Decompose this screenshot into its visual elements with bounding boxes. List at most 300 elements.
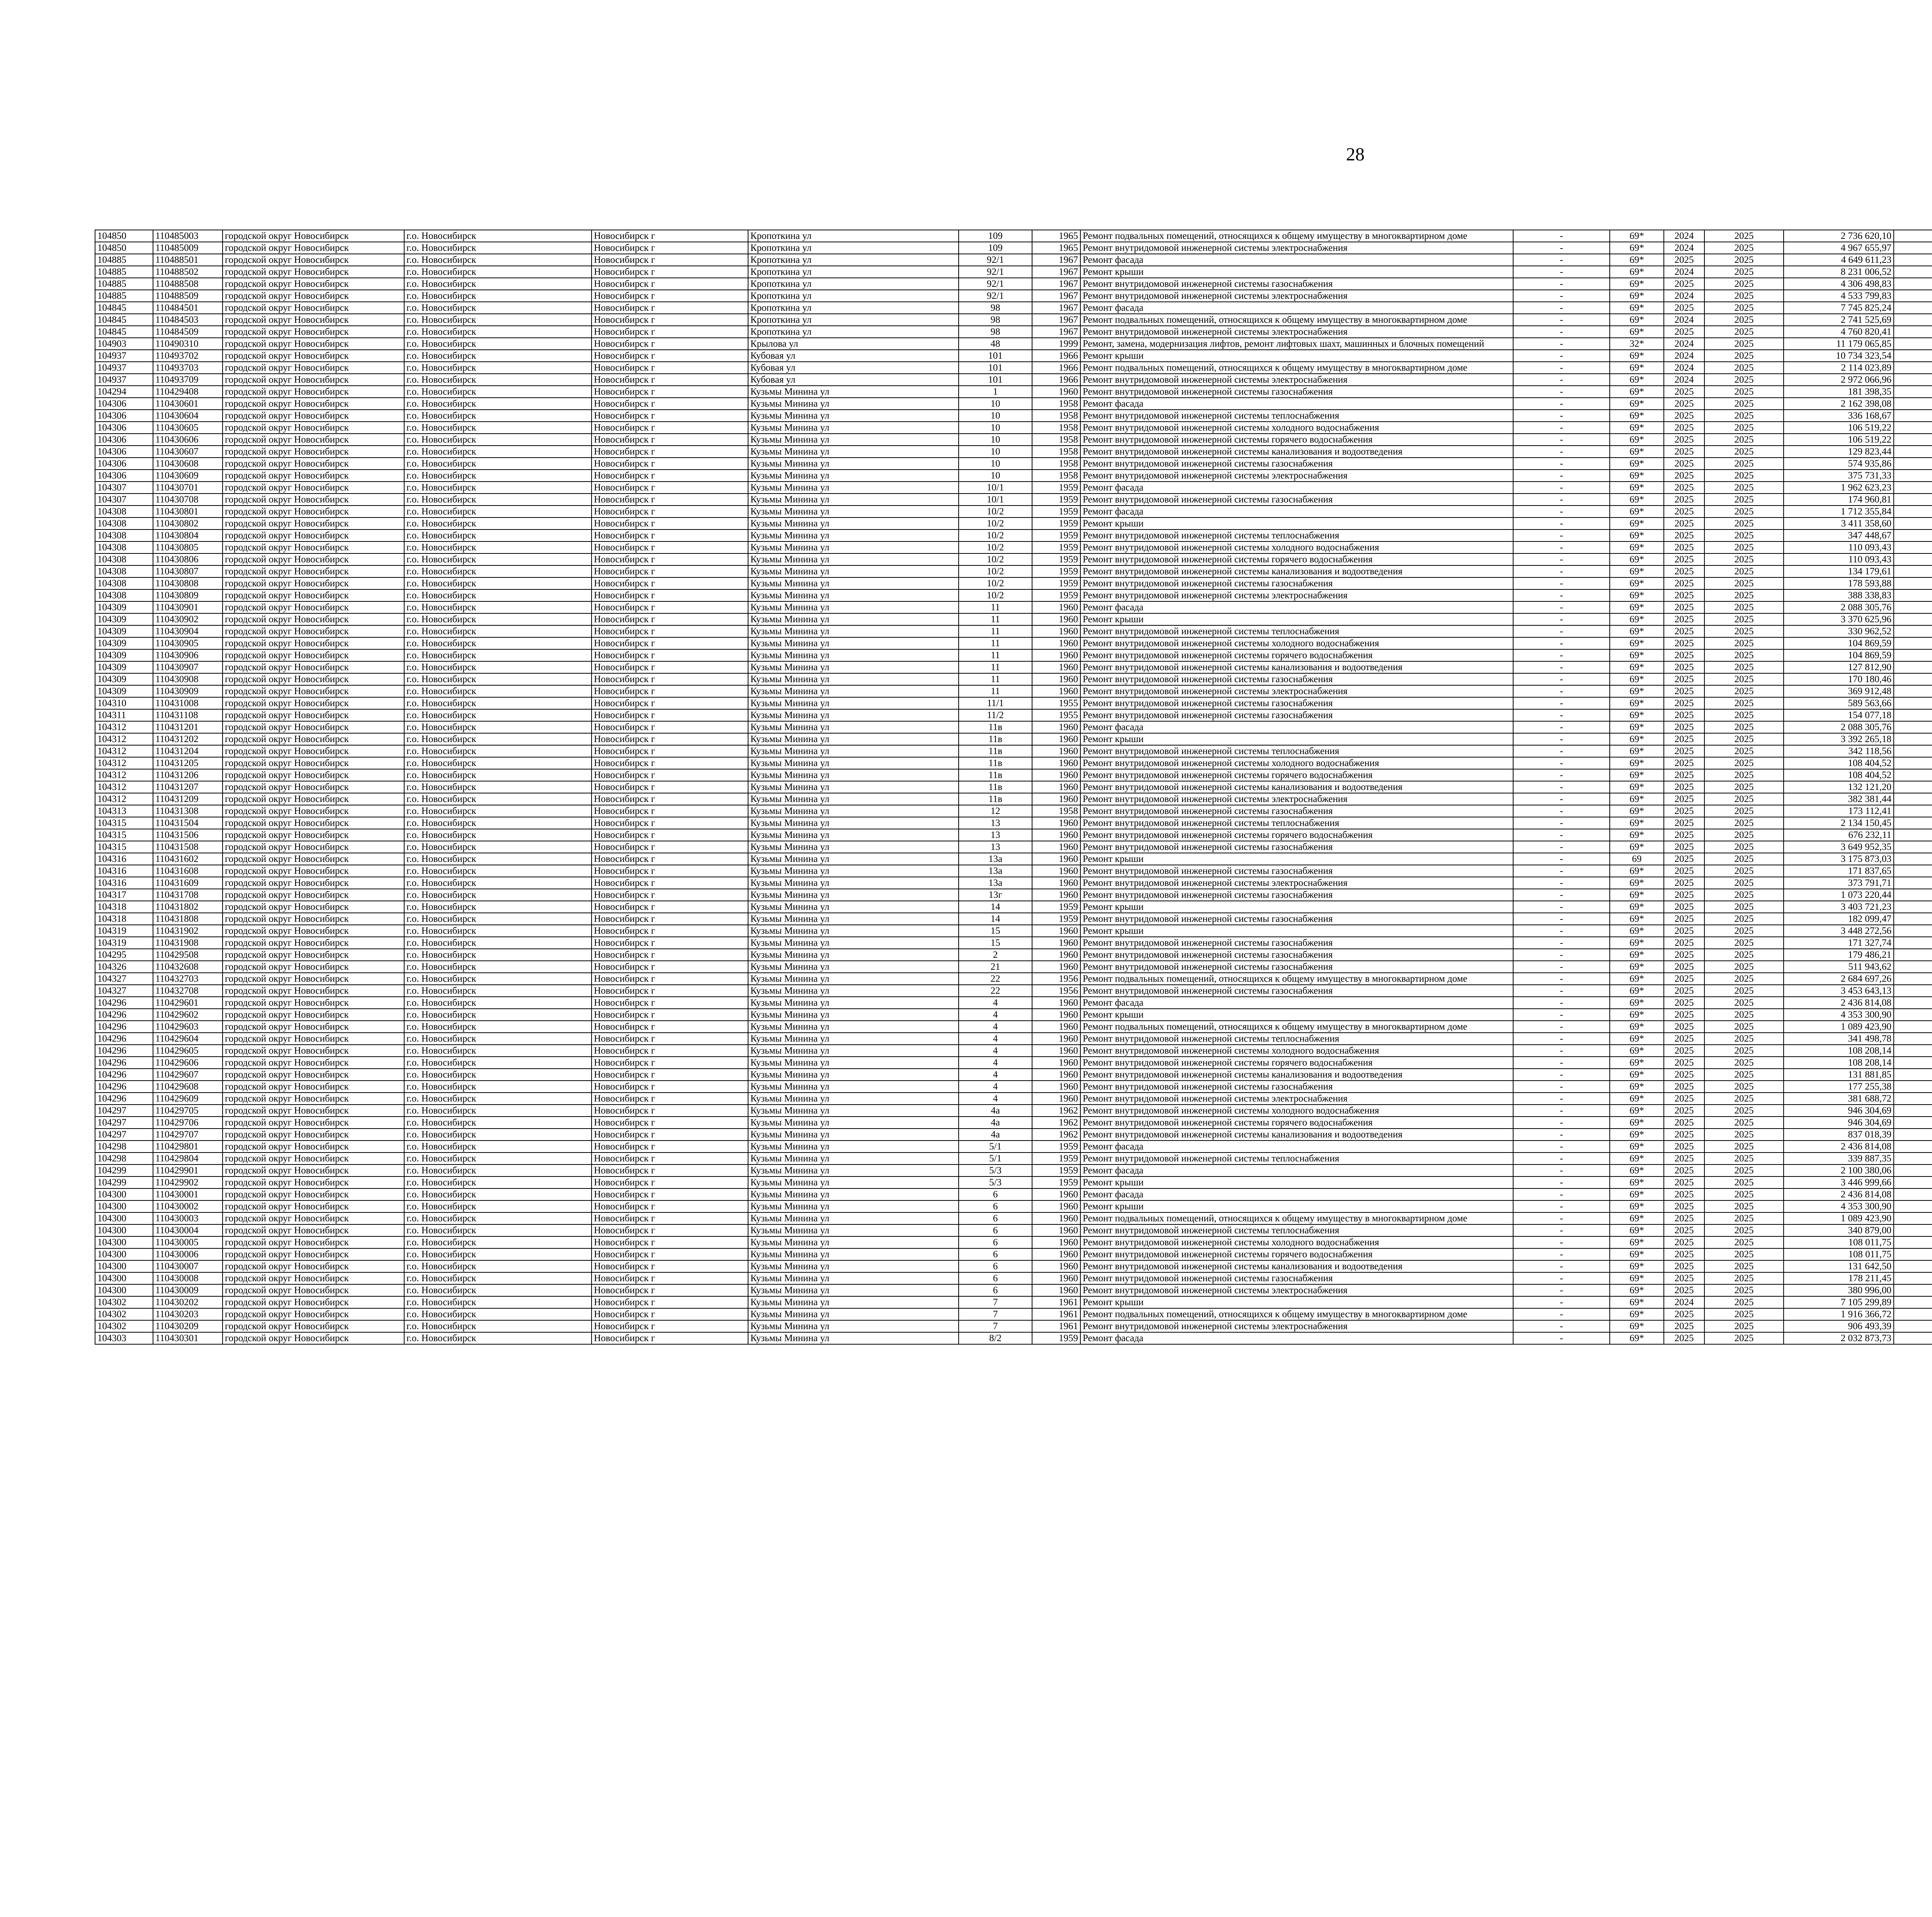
- cell-plan-year-start: 2025: [1664, 793, 1704, 805]
- cell-municipal-district: городской округ Новосибирск: [223, 757, 404, 769]
- cell-plan-year-start: 2025: [1664, 1129, 1704, 1141]
- cell-settlement: г.о. Новосибирск: [404, 565, 592, 577]
- table-row: [95, 1320, 1932, 1332]
- cell-build-year: 1967: [1032, 254, 1080, 266]
- cell-locality: Новосибирск г: [592, 589, 748, 601]
- cell-house-id: 104317: [95, 889, 153, 901]
- cell-work-type: Ремонт, замена, модернизация лифтов, ремонт лифтовых шахт, машинных и блочных помещений: [1080, 338, 1513, 350]
- cell-program-code: 69*: [1610, 601, 1664, 613]
- cell-house-number: 5/1: [959, 1153, 1032, 1165]
- table-row: [95, 829, 1932, 841]
- cell-program-code: 69*: [1610, 925, 1664, 937]
- cell-total-cost: 946 304,69: [1784, 1105, 1894, 1117]
- cell-plan-year-end: 2025: [1704, 1153, 1784, 1165]
- cell-program-code: 69*: [1610, 494, 1664, 506]
- cell-build-year: 1958: [1032, 470, 1080, 482]
- cell-work-id: 110484509: [153, 326, 223, 338]
- cell-house-id: 104308: [95, 518, 153, 529]
- cell-settlement: г.о. Новосибирск: [404, 817, 592, 829]
- cell-plan-year-start: 2025: [1664, 1141, 1704, 1153]
- cell-work-id: 110430804: [153, 529, 223, 541]
- cell-plan-year-end: 2025: [1704, 326, 1784, 338]
- cell-cost-fund: [1894, 482, 1932, 494]
- cell-locality: Новосибирск г: [592, 541, 748, 553]
- cell-locality: Новосибирск г: [592, 1308, 748, 1320]
- cell-col-dash: -: [1513, 841, 1610, 853]
- cell-house-id: 104302: [95, 1320, 153, 1332]
- cell-build-year: 1958: [1032, 434, 1080, 446]
- cell-col-dash: -: [1513, 865, 1610, 877]
- cell-plan-year-end: 2025: [1704, 230, 1784, 242]
- cell-settlement: г.о. Новосибирск: [404, 793, 592, 805]
- cell-work-type: Ремонт внутридомовой инженерной системы горячего водоснабжения: [1080, 1117, 1513, 1129]
- cell-work-id: 110431506: [153, 829, 223, 841]
- cell-municipal-district: городской округ Новосибирск: [223, 997, 404, 1009]
- cell-settlement: г.о. Новосибирск: [404, 518, 592, 529]
- cell-cost-fund: [1894, 805, 1932, 817]
- cell-work-type: Ремонт внутридомовой инженерной системы газоснабжения: [1080, 278, 1513, 290]
- cell-municipal-district: городской округ Новосибирск: [223, 1284, 404, 1296]
- cell-plan-year-end: 2025: [1704, 1332, 1784, 1344]
- cell-work-type: Ремонт внутридомовой инженерной системы теплоснабжения: [1080, 1033, 1513, 1045]
- cell-locality: Новосибирск г: [592, 733, 748, 745]
- cell-work-id: 110431201: [153, 721, 223, 733]
- cell-total-cost: 906 493,39: [1784, 1320, 1894, 1332]
- cell-cost-fund: [1894, 937, 1932, 949]
- cell-locality: Новосибирск г: [592, 386, 748, 398]
- cell-settlement: г.о. Новосибирск: [404, 901, 592, 913]
- cell-cost-fund: [1894, 889, 1932, 901]
- cell-settlement: г.о. Новосибирск: [404, 314, 592, 326]
- cell-build-year: 1960: [1032, 949, 1080, 961]
- cell-street: Кузьмы Минина ул: [748, 1021, 959, 1033]
- table-row: [95, 314, 1932, 326]
- cell-house-id: 104308: [95, 553, 153, 565]
- cell-total-cost: 4 649 611,23: [1784, 254, 1894, 266]
- cell-build-year: 1959: [1032, 901, 1080, 913]
- cell-plan-year-start: 2025: [1664, 769, 1704, 781]
- cell-build-year: 1959: [1032, 553, 1080, 565]
- cell-municipal-district: городской округ Новосибирск: [223, 470, 404, 482]
- cell-street: Кропоткина ул: [748, 326, 959, 338]
- cell-total-cost: 108 011,75: [1784, 1248, 1894, 1260]
- cell-col-dash: -: [1513, 1105, 1610, 1117]
- cell-total-cost: 382 381,44: [1784, 793, 1894, 805]
- cell-locality: Новосибирск г: [592, 853, 748, 865]
- cell-house-id: 104310: [95, 697, 153, 709]
- cell-plan-year-start: 2025: [1664, 1057, 1704, 1069]
- cell-municipal-district: городской округ Новосибирск: [223, 1308, 404, 1320]
- cell-plan-year-start: 2025: [1664, 925, 1704, 937]
- cell-work-type: Ремонт подвальных помещений, относящихся к общему имуществу в многоквартирном доме: [1080, 1308, 1513, 1320]
- cell-work-id: 110430004: [153, 1224, 223, 1236]
- cell-total-cost: 171 327,74: [1784, 937, 1894, 949]
- cell-work-id: 110430809: [153, 589, 223, 601]
- cell-house-id: 104309: [95, 613, 153, 625]
- cell-street: Кузьмы Минина ул: [748, 721, 959, 733]
- cell-locality: Новосибирск г: [592, 1236, 748, 1248]
- cell-locality: Новосибирск г: [592, 1141, 748, 1153]
- cell-house-number: 4: [959, 1045, 1032, 1057]
- cell-work-type: Ремонт внутридомовой инженерной системы газоснабжения: [1080, 697, 1513, 709]
- cell-work-id: 110485009: [153, 242, 223, 254]
- cell-build-year: 1958: [1032, 805, 1080, 817]
- cell-street: Кузьмы Минина ул: [748, 961, 959, 973]
- cell-build-year: 1960: [1032, 649, 1080, 661]
- cell-build-year: 1958: [1032, 398, 1080, 410]
- cell-house-number: 13г: [959, 889, 1032, 901]
- cell-plan-year-start: 2025: [1664, 302, 1704, 314]
- cell-work-id: 110430905: [153, 637, 223, 649]
- cell-street: Кузьмы Минина ул: [748, 1045, 959, 1057]
- cell-program-code: 69*: [1610, 733, 1664, 745]
- cell-house-number: 10/2: [959, 506, 1032, 518]
- cell-settlement: г.о. Новосибирск: [404, 1009, 592, 1021]
- cell-program-code: 69*: [1610, 506, 1664, 518]
- cell-street: Кузьмы Минина ул: [748, 853, 959, 865]
- cell-program-code: 69*: [1610, 1212, 1664, 1224]
- cell-cost-fund: [1894, 1021, 1932, 1033]
- cell-street: Кузьмы Минина ул: [748, 817, 959, 829]
- table-row: [95, 1033, 1932, 1045]
- table-row: [95, 1165, 1932, 1176]
- cell-house-number: 6: [959, 1260, 1032, 1272]
- cell-house-id: 104845: [95, 314, 153, 326]
- cell-total-cost: 178 211,45: [1784, 1272, 1894, 1284]
- cell-plan-year-start: 2025: [1664, 278, 1704, 290]
- cell-build-year: 1960: [1032, 613, 1080, 625]
- cell-municipal-district: городской округ Новосибирск: [223, 506, 404, 518]
- cell-settlement: г.о. Новосибирск: [404, 1081, 592, 1093]
- cell-work-id: 110429606: [153, 1057, 223, 1069]
- cell-work-type: Ремонт подвальных помещений, относящихся к общему имуществу в многоквартирном доме: [1080, 973, 1513, 985]
- cell-build-year: 1956: [1032, 973, 1080, 985]
- cell-cost-fund: [1894, 1081, 1932, 1093]
- cell-build-year: 1960: [1032, 937, 1080, 949]
- cell-work-type: Ремонт фасада: [1080, 1332, 1513, 1344]
- cell-program-code: 69*: [1610, 577, 1664, 589]
- cell-municipal-district: городской округ Новосибирск: [223, 1236, 404, 1248]
- cell-house-id: 104318: [95, 913, 153, 925]
- cell-work-id: 110430008: [153, 1272, 223, 1284]
- cell-plan-year-start: 2025: [1664, 1021, 1704, 1033]
- cell-locality: Новосибирск г: [592, 1248, 748, 1260]
- cell-total-cost: 104 869,59: [1784, 649, 1894, 661]
- cell-work-id: 110430801: [153, 506, 223, 518]
- cell-municipal-district: городской округ Новосибирск: [223, 1057, 404, 1069]
- cell-plan-year-end: 2025: [1704, 709, 1784, 721]
- cell-cost-fund: [1894, 242, 1932, 254]
- cell-work-type: Ремонт внутридомовой инженерной системы электроснабжения: [1080, 1093, 1513, 1105]
- cell-settlement: г.о. Новосибирск: [404, 601, 592, 613]
- cell-house-id: 104296: [95, 1057, 153, 1069]
- cell-col-dash: -: [1513, 1176, 1610, 1188]
- cell-house-id: 104316: [95, 853, 153, 865]
- cell-work-id: 110429707: [153, 1129, 223, 1141]
- table-row: [95, 1236, 1932, 1248]
- cell-program-code: 69*: [1610, 805, 1664, 817]
- cell-house-number: 7: [959, 1308, 1032, 1320]
- cell-col-dash: -: [1513, 541, 1610, 553]
- cell-work-id: 110431108: [153, 709, 223, 721]
- cell-program-code: 69*: [1610, 913, 1664, 925]
- cell-cost-fund: [1894, 350, 1932, 362]
- cell-build-year: 1955: [1032, 697, 1080, 709]
- cell-municipal-district: городской округ Новосибирск: [223, 589, 404, 601]
- cell-cost-fund: [1894, 398, 1932, 410]
- cell-plan-year-start: 2025: [1664, 781, 1704, 793]
- cell-plan-year-start: 2025: [1664, 565, 1704, 577]
- cell-house-number: 15: [959, 925, 1032, 937]
- cell-col-dash: -: [1513, 362, 1610, 374]
- cell-settlement: г.о. Новосибирск: [404, 1272, 592, 1284]
- cell-house-id: 104312: [95, 721, 153, 733]
- table-row: [95, 1176, 1932, 1188]
- cell-municipal-district: городской округ Новосибирск: [223, 350, 404, 362]
- cell-house-id: 104315: [95, 829, 153, 841]
- cell-col-dash: -: [1513, 1320, 1610, 1332]
- table-row: [95, 781, 1932, 793]
- cell-plan-year-start: 2025: [1664, 326, 1704, 338]
- cell-program-code: 69*: [1610, 1045, 1664, 1057]
- cell-municipal-district: городской округ Новосибирск: [223, 1212, 404, 1224]
- cell-cost-fund: [1894, 1272, 1932, 1284]
- cell-locality: Новосибирск г: [592, 1272, 748, 1284]
- cell-settlement: г.о. Новосибирск: [404, 841, 592, 853]
- cell-work-id: 110431808: [153, 913, 223, 925]
- cell-build-year: 1960: [1032, 1057, 1080, 1069]
- table-row: [95, 709, 1932, 721]
- cell-work-id: 110431608: [153, 865, 223, 877]
- cell-house-id: 104307: [95, 482, 153, 494]
- cell-house-number: 10: [959, 422, 1032, 434]
- cell-work-id: 110430806: [153, 553, 223, 565]
- cell-street: Кузьмы Минина ул: [748, 913, 959, 925]
- cell-work-id: 110430906: [153, 649, 223, 661]
- cell-settlement: г.о. Новосибирск: [404, 1045, 592, 1057]
- cell-total-cost: 4 353 300,90: [1784, 1009, 1894, 1021]
- cell-total-cost: 181 398,35: [1784, 386, 1894, 398]
- table-row: [95, 350, 1932, 362]
- cell-build-year: 1960: [1032, 1009, 1080, 1021]
- cell-settlement: г.о. Новосибирск: [404, 661, 592, 673]
- table-row: [95, 446, 1932, 458]
- cell-street: Кузьмы Минина ул: [748, 529, 959, 541]
- cell-work-id: 110429607: [153, 1069, 223, 1081]
- cell-total-cost: 2 134 150,45: [1784, 817, 1894, 829]
- cell-program-code: 69*: [1610, 877, 1664, 889]
- cell-house-number: 10/1: [959, 494, 1032, 506]
- cell-work-type: Ремонт крыши: [1080, 518, 1513, 529]
- cell-work-id: 110488509: [153, 290, 223, 302]
- cell-cost-fund: [1894, 1188, 1932, 1200]
- cell-municipal-district: городской округ Новосибирск: [223, 1224, 404, 1236]
- cell-total-cost: 4 967 655,97: [1784, 242, 1894, 254]
- cell-plan-year-start: 2025: [1664, 518, 1704, 529]
- cell-work-type: Ремонт внутридомовой инженерной системы холодного водоснабжения: [1080, 422, 1513, 434]
- cell-house-id: 104299: [95, 1165, 153, 1176]
- cell-work-id: 110430805: [153, 541, 223, 553]
- cell-locality: Новосибирск г: [592, 314, 748, 326]
- cell-work-id: 110493709: [153, 374, 223, 386]
- cell-plan-year-end: 2025: [1704, 254, 1784, 266]
- cell-plan-year-start: 2025: [1664, 805, 1704, 817]
- cell-build-year: 1958: [1032, 458, 1080, 470]
- cell-house-number: 6: [959, 1188, 1032, 1200]
- cell-plan-year-end: 2025: [1704, 1308, 1784, 1320]
- cell-street: Кузьмы Минина ул: [748, 1165, 959, 1176]
- cell-house-number: 8/2: [959, 1332, 1032, 1344]
- cell-program-code: 69*: [1610, 985, 1664, 997]
- table-row: [95, 769, 1932, 781]
- cell-program-code: 69*: [1610, 278, 1664, 290]
- cell-cost-fund: [1894, 1153, 1932, 1165]
- cell-plan-year-end: 2025: [1704, 577, 1784, 589]
- cell-work-type: Ремонт внутридомовой инженерной системы газоснабжения: [1080, 949, 1513, 961]
- cell-plan-year-end: 2025: [1704, 1045, 1784, 1057]
- cell-cost-fund: [1894, 326, 1932, 338]
- cell-municipal-district: городской округ Новосибирск: [223, 613, 404, 625]
- cell-program-code: 69*: [1610, 613, 1664, 625]
- cell-house-number: 4: [959, 1009, 1032, 1021]
- cell-work-type: Ремонт внутридомовой инженерной системы электроснабжения: [1080, 589, 1513, 601]
- cell-plan-year-start: 2025: [1664, 613, 1704, 625]
- cell-cost-fund: [1894, 853, 1932, 865]
- table-row: [95, 398, 1932, 410]
- cell-plan-year-start: 2025: [1664, 1045, 1704, 1057]
- cell-program-code: 32*: [1610, 338, 1664, 350]
- cell-work-type: Ремонт внутридомовой инженерной системы электроснабжения: [1080, 470, 1513, 482]
- cell-locality: Новосибирск г: [592, 565, 748, 577]
- cell-cost-fund: [1894, 338, 1932, 350]
- cell-plan-year-end: 2025: [1704, 1117, 1784, 1129]
- cell-house-id: 104300: [95, 1284, 153, 1296]
- cell-program-code: 69*: [1610, 565, 1664, 577]
- cell-plan-year-end: 2025: [1704, 386, 1784, 398]
- cell-total-cost: 108 208,14: [1784, 1057, 1894, 1069]
- cell-program-code: 69*: [1610, 386, 1664, 398]
- cell-work-id: 110429602: [153, 1009, 223, 1021]
- cell-total-cost: 170 180,46: [1784, 673, 1894, 685]
- cell-house-id: 104311: [95, 709, 153, 721]
- cell-house-number: 22: [959, 985, 1032, 997]
- cell-plan-year-end: 2025: [1704, 1284, 1784, 1296]
- cell-settlement: г.о. Новосибирск: [404, 637, 592, 649]
- cell-house-id: 104296: [95, 1033, 153, 1045]
- cell-build-year: 1960: [1032, 769, 1080, 781]
- cell-house-id: 104850: [95, 230, 153, 242]
- cell-program-code: 69*: [1610, 949, 1664, 961]
- cell-cost-fund: [1894, 458, 1932, 470]
- cell-house-number: 10/2: [959, 553, 1032, 565]
- cell-work-type: Ремонт внутридомовой инженерной системы электроснабжения: [1080, 242, 1513, 254]
- cell-municipal-district: городской округ Новосибирск: [223, 1045, 404, 1057]
- cell-cost-fund: [1894, 529, 1932, 541]
- cell-total-cost: 108 011,75: [1784, 1236, 1894, 1248]
- cell-program-code: 69*: [1610, 374, 1664, 386]
- cell-plan-year-start: 2025: [1664, 1260, 1704, 1272]
- cell-locality: Новосибирск г: [592, 745, 748, 757]
- table-row: [95, 362, 1932, 374]
- cell-build-year: 1959: [1032, 1141, 1080, 1153]
- cell-locality: Новосибирск г: [592, 1105, 748, 1117]
- cell-work-id: 110488501: [153, 254, 223, 266]
- cell-work-id: 110429706: [153, 1117, 223, 1129]
- cell-build-year: 1959: [1032, 565, 1080, 577]
- cell-work-id: 110430608: [153, 458, 223, 470]
- cell-build-year: 1960: [1032, 733, 1080, 745]
- cell-house-id: 104885: [95, 278, 153, 290]
- cell-build-year: 1956: [1032, 985, 1080, 997]
- cell-work-id: 110430609: [153, 470, 223, 482]
- cell-municipal-district: городской округ Новосибирск: [223, 1248, 404, 1260]
- cell-plan-year-start: 2025: [1664, 901, 1704, 913]
- cell-municipal-district: городской округ Новосибирск: [223, 1129, 404, 1141]
- cell-plan-year-start: 2025: [1664, 697, 1704, 709]
- cell-house-number: 4: [959, 1033, 1032, 1045]
- cell-plan-year-end: 2025: [1704, 1057, 1784, 1069]
- cell-total-cost: 108 208,14: [1784, 1045, 1894, 1057]
- cell-house-number: 10: [959, 458, 1032, 470]
- cell-municipal-district: городской округ Новосибирск: [223, 1081, 404, 1093]
- cell-plan-year-end: 2025: [1704, 613, 1784, 625]
- cell-build-year: 1959: [1032, 494, 1080, 506]
- cell-col-dash: -: [1513, 589, 1610, 601]
- cell-street: Кузьмы Минина ул: [748, 1176, 959, 1188]
- cell-settlement: г.о. Новосибирск: [404, 1248, 592, 1260]
- cell-work-id: 110430002: [153, 1200, 223, 1212]
- cell-house-number: 6: [959, 1200, 1032, 1212]
- cell-plan-year-end: 2025: [1704, 841, 1784, 853]
- cell-work-id: 110430005: [153, 1236, 223, 1248]
- cell-locality: Новосибирск г: [592, 398, 748, 410]
- cell-municipal-district: городской округ Новосибирск: [223, 733, 404, 745]
- cell-street: Кузьмы Минина ул: [748, 709, 959, 721]
- cell-build-year: 1967: [1032, 278, 1080, 290]
- cell-house-id: 104294: [95, 386, 153, 398]
- cell-plan-year-end: 2025: [1704, 1320, 1784, 1332]
- cell-build-year: 1960: [1032, 1248, 1080, 1260]
- cell-col-dash: -: [1513, 1117, 1610, 1129]
- cell-total-cost: 2 088 305,76: [1784, 601, 1894, 613]
- cell-locality: Новосибирск г: [592, 1200, 748, 1212]
- cell-cost-fund: [1894, 266, 1932, 278]
- cell-cost-fund: [1894, 470, 1932, 482]
- cell-work-id: 110429801: [153, 1141, 223, 1153]
- cell-plan-year-start: 2025: [1664, 733, 1704, 745]
- cell-settlement: г.о. Новосибирск: [404, 1284, 592, 1296]
- cell-build-year: 1955: [1032, 709, 1080, 721]
- cell-build-year: 1958: [1032, 422, 1080, 434]
- cell-settlement: г.о. Новосибирск: [404, 589, 592, 601]
- table-row: [95, 745, 1932, 757]
- cell-street: Кузьмы Минина ул: [748, 997, 959, 1009]
- cell-settlement: г.о. Новосибирск: [404, 925, 592, 937]
- cell-work-type: Ремонт фасада: [1080, 302, 1513, 314]
- cell-street: Кузьмы Минина ул: [748, 1153, 959, 1165]
- table-row: [95, 1105, 1932, 1117]
- table-row: [95, 733, 1932, 745]
- cell-locality: Новосибирск г: [592, 1212, 748, 1224]
- cell-build-year: 1962: [1032, 1129, 1080, 1141]
- cell-locality: Новосибирск г: [592, 1117, 748, 1129]
- cell-plan-year-start: 2025: [1664, 470, 1704, 482]
- cell-locality: Новосибирск г: [592, 901, 748, 913]
- cell-plan-year-start: 2025: [1664, 1117, 1704, 1129]
- cell-cost-fund: [1894, 769, 1932, 781]
- cell-col-dash: -: [1513, 769, 1610, 781]
- cell-build-year: 1960: [1032, 1200, 1080, 1212]
